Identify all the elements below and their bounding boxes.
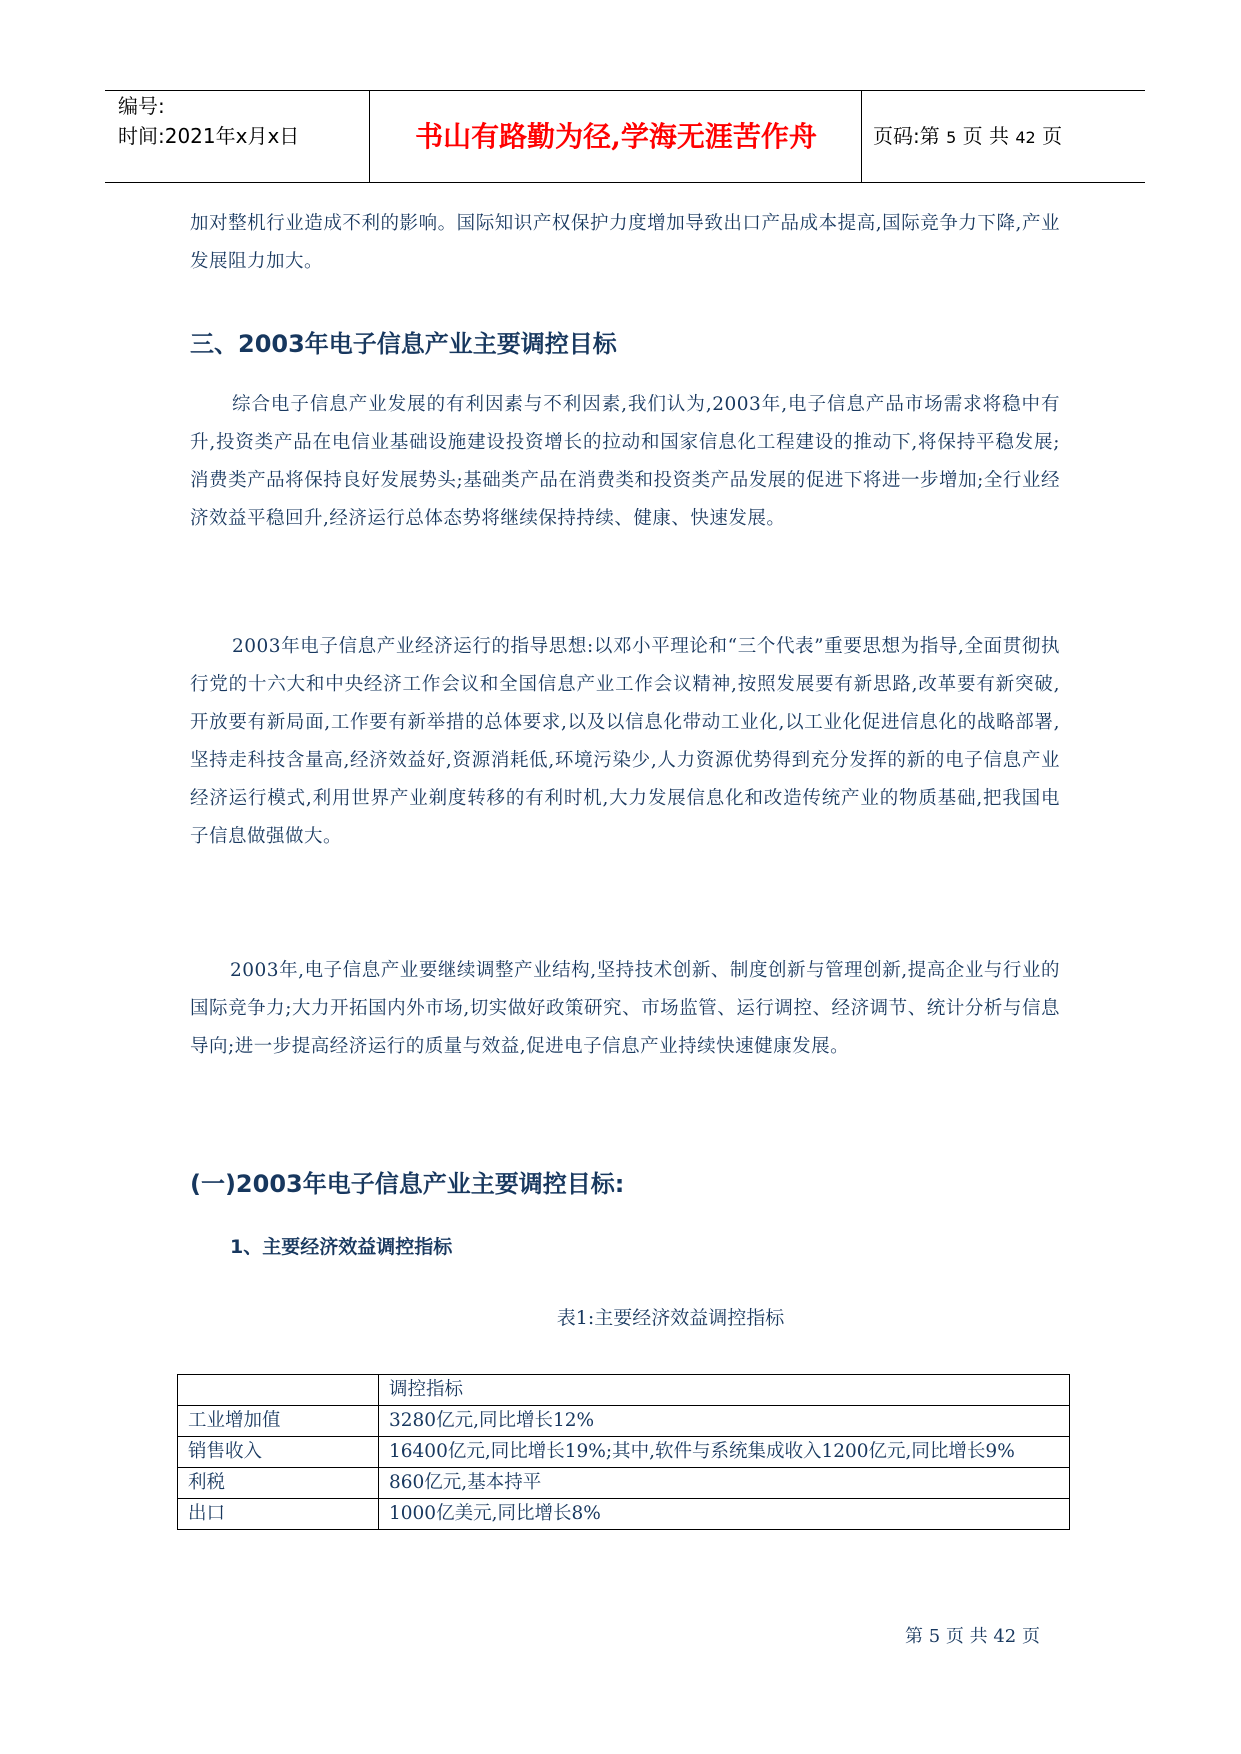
paragraph-block-2 bbox=[190, 628, 1060, 856]
paragraph-continued: 加对整机行业造成不利的影响。国际知识产权保护力度增加导致出口产品成本提高,国际竞争力下降,产业发展阻力加大。 bbox=[190, 213, 1060, 272]
table-cell-value: 860亿元,基本持平 bbox=[379, 1468, 1070, 1499]
table-header-row bbox=[178, 1375, 1070, 1406]
paragraph-block-1 bbox=[190, 386, 1060, 538]
paragraph-continued-block bbox=[190, 205, 1060, 281]
paragraph-block-3 bbox=[190, 952, 1060, 1066]
paragraph: 2003年电子信息产业经济运行的指导思想:以邓小平理论和“三个代表”重要思想为指导,全面贯彻执行党的十六大和中央经济工作会议和全国信息产业工作会议精神,按照发展要有新思路,改革要有新突破,开放要有新局面,工作要有新举措的总体要求,以及以信息化带动工业化,以工业化促进信息化的战略部署,坚持走科技含量高,经济效益好,资源消耗低,环境污染少,人力资源优势得到充分发挥的新的电子信息产业经济运行模式,利用世界产业剃度转移的有利时机,大力发展信息化和改造传统产业的物质基础,把我国电子信息做强做大。 bbox=[190, 636, 1060, 847]
subsection-title: (一)2003年电子信息产业主要调控目标: bbox=[190, 1170, 625, 1198]
paragraph: 2003年,电子信息产业要继续调整产业结构,坚持技术创新、制度创新与管理创新,提高企业与行业的国际竞争力;大力开拓国内外市场,切实做好政策研究、市场监管、运行调控、经济调节、统计分析与信息导向;进一步提高经济运行的质量与效益,促进电子信息产业持续快速健康发展。 bbox=[190, 960, 1060, 1057]
table-cell-label: 利税 bbox=[178, 1468, 379, 1499]
table-cell-value: 16400亿元,同比增长19%;其中,软件与系统集成收入1200亿元,同比增长9% bbox=[379, 1437, 1070, 1468]
header-page-total: 42 bbox=[1015, 128, 1036, 147]
subsubsection-title: 1、主要经济效益调控指标 bbox=[230, 1236, 453, 1258]
header-page-mid: 页 共 bbox=[962, 124, 1010, 148]
header-number-label: 编号: bbox=[118, 94, 165, 118]
table-cell-label: 出口 bbox=[178, 1499, 379, 1530]
header-time-label: 时间:2021年x月x日 bbox=[118, 124, 300, 148]
header-page-number bbox=[873, 121, 1062, 153]
header-page-prefix: 页码:第 bbox=[873, 124, 940, 148]
table-row bbox=[178, 1468, 1070, 1499]
header-page-num: 5 bbox=[946, 128, 957, 147]
table-row bbox=[178, 1406, 1070, 1437]
header-divider bbox=[369, 91, 370, 182]
paragraph: 综合电子信息产业发展的有利因素与不利因素,我们认为,2003年,电子信息产品市场需求将稳中有升,投资类产品在电信业基础设施建设投资增长的拉动和国家信息化工程建设的推动下,将保持平稳发展;消费类产品将保持良好发展势头;基础类产品在消费类和投资类产品发展的促进下将进一步增加;全行业经济效益平稳回升,经济运行总体态势将继续保持持续、健康、快速发展。 bbox=[190, 394, 1060, 529]
header-motto: 书山有路勤为径,学海无涯苦作舟 bbox=[415, 120, 817, 153]
table-row bbox=[178, 1499, 1070, 1530]
table-header-cell bbox=[178, 1375, 379, 1406]
metrics-table bbox=[177, 1374, 1070, 1530]
table-cell-value: 1000亿美元,同比增长8% bbox=[379, 1499, 1070, 1530]
table-cell-label: 工业增加值 bbox=[178, 1406, 379, 1437]
section-title: 三、2003年电子信息产业主要调控目标 bbox=[190, 330, 617, 358]
header-divider bbox=[861, 91, 862, 182]
table-header-cell: 调控指标 bbox=[379, 1375, 1070, 1406]
table-caption: 表1:主要经济效益调控指标 bbox=[556, 1307, 785, 1329]
page-header bbox=[105, 90, 1145, 183]
header-page-suffix: 页 bbox=[1042, 124, 1063, 148]
table-cell-label: 销售收入 bbox=[178, 1437, 379, 1468]
table-row bbox=[178, 1437, 1070, 1468]
header-meta bbox=[118, 91, 368, 151]
page-footer: 第 5 页 共 42 页 bbox=[905, 1626, 1040, 1647]
table-cell-value: 3280亿元,同比增长12% bbox=[379, 1406, 1070, 1437]
